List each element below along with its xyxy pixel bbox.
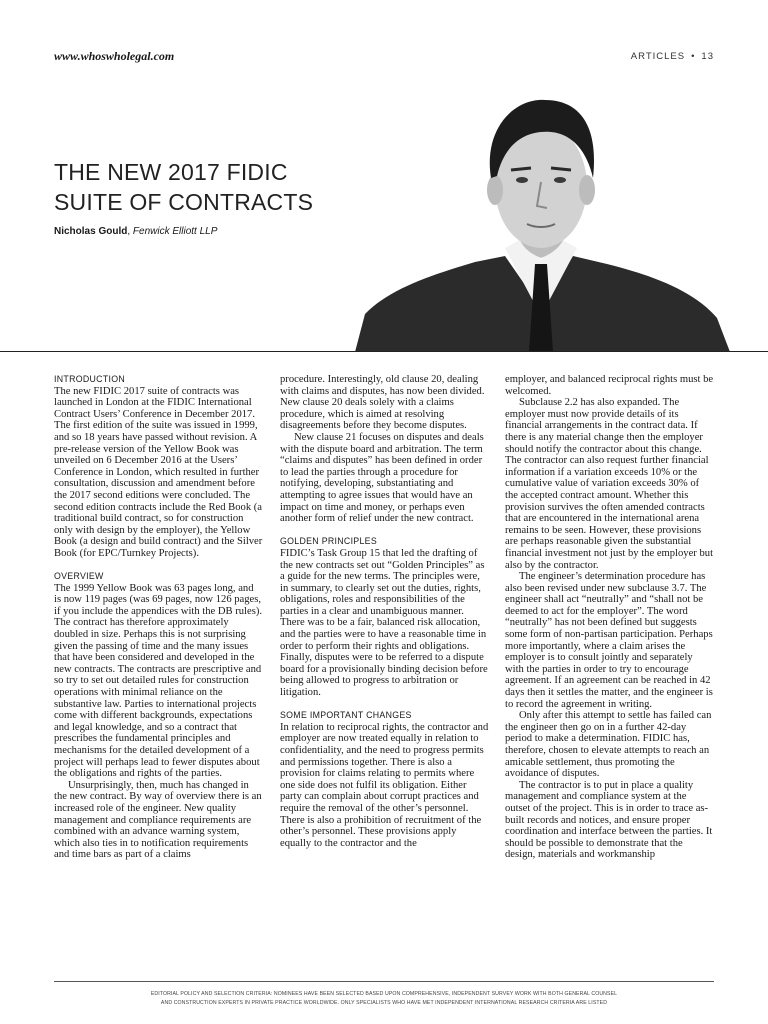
footer-line-1: EDITORIAL POLICY AND SELECTION CRITERIA: NOMINEES HAVE BEEN SELECTED BASED UPON COMPREHENSIVE, INDEPENDENT SURVEY WORK WITH BOTH GENERAL COUNSEL [150,991,618,997]
article-title [54,157,313,217]
paragraph-golden-principles: FIDIC’s Task Group 15 that led the drafting of the new contracts set out “Golden Principles” as a guide for the new terms. The principles were, in summary, to clearly set out the duties, rights, obligations, roles and responsibilities of the parties in a clear and unambiguous manner. There was to be a fair, balanced risk allocation, and the parties were to have a reasonable time in order to perform their rights and obligations. Finally, disputes were to be referred to a dispute board for a provisionally binding decision before being allowed to progress to arbitration or litigation. [280,547,488,699]
heading-overview: OVERVIEW [54,571,104,582]
column-2 [280,374,489,979]
running-head [631,51,714,62]
column-1 [54,374,263,979]
section-gap [54,560,263,572]
editorial-footer [54,990,714,1008]
author-portrait-image [355,78,730,352]
paragraph-settlement: Only after this attempt to settle has failed can the engineer then go on in a further 42-day period to make a determination. FIDIC has, therefore, chosen to elevate attempts to reach an amicable settlement, thus promoting the avoidance of disputes. [505,710,712,780]
title-line-2: SUITE OF CONTRACTS [54,189,314,215]
author-name: Nicholas Gould [54,226,128,237]
paragraph-subclause-2-2: Subclause 2.2 has also expanded. The employer must now provide details of its financial arrangements in the contract data. If there is any material change then the employer should notify the contractor about this change. The contractor can also request further financial information if a variation exceeds 10% or the cumulative value of variation exceeds 30% of the accepted contract amount. Whether this provision survives the often amended contracts that are encountered in the international arena remains to be seen. However, these provisions are perhaps reasonable given the substantial financial investment not just by the employer but also by the contractor. [505,397,714,571]
paragraph-important-changes: In relation to reciprocal rights, the contractor and employer are now treated equally in relation to confidentiality, and the need to progress permits and permissions together. There is also a provision for claims relating to permits where one side does not fulfil its obligation. Either party can complain about corrupt practices and require the removal of the other’s personnel. There is also a prohibition of recruitment of the other’s personnel. These provisions apply equally to the contractor and the [280,721,489,849]
header-divider [0,351,768,352]
footer-line-2: AND CONSTRUCTION EXPERTS IN PRIVATE PRACTICE WORLDWIDE. ONLY SPECIALISTS WHO HAVE MET INDEPENDENT INTERNATIONAL RESEARCH CRITERIA ARE LISTED [160,1000,608,1006]
separator-dot: • [691,51,696,62]
paragraph-introduction: The new FIDIC 2017 suite of contracts was launched in London at the FIDIC International Contract Users’ Conference in December 2017. The first edition of the suite was issued in 1999, and so 18 years have passed without revision. A pre-release version of the Yellow Book was unveiled on 6 December 2016 at the Users’ Conference in London, which resulted in further consultation, discussion and amendment before the 2017 second editions were concluded. The second edition contracts include the Red Book (a traditional build contract, so for construction only with design by the employer), the Yellow Book (a design and build contract) and the Silver Book (for EPC/Turnkey Projects). [54,385,263,559]
left-eye [516,177,528,183]
heading-golden-principles: GOLDEN PRINCIPLES [280,536,378,547]
right-eye [554,177,566,183]
paragraph-clause-21: New clause 21 focuses on disputes and deals with the dispute board and arbitration. The term “claims and disputes” has been defined in order to lead the parties through a procedure for notifying, developing, substantiating and attempting to agree issues that would have an impact on time and money, or perhaps even another form of relief under the new contract. [280,431,484,525]
paragraph-engineer-determination: The engineer’s determination procedure has also been revised under new subclause 3.7. The engineer shall act “neutrally” and “shall not be deemed to act for the employer”. The word “neutrally” has not been defined but suggests some form of non-partisan participation. Perhaps more importantly, where a claim arises the employer is to consult jointly and separately with the parties in order to try to encourage agreement. If an agreement can be reached in 42 days then it settles the matter, and the engineer is to record the agreement in writing. [505,571,713,710]
heading-introduction: INTRODUCTION [54,374,126,384]
paragraph-overview-2: Unsurprisingly, then, much has changed in the new contract. By way of overview there is an increased role of the engineer. New quality management and compliance requirements are combined with an advance warning system, which also ties in to notification requirements and time bars as part of a claims [54,779,262,861]
paragraph-claims-procedure: procedure. Interestingly, old clause 20, dealing with claims and disputes, has now been divided. New clause 20 deals solely with a claims procedure, which is aimed at resolving disagreements before they become disputes. [280,374,485,432]
byline [54,226,217,237]
heading-important-changes: SOME IMPORTANT CHANGES [280,710,412,721]
paragraph-reciprocal-rights: employer, and balanced reciprocal rights must be welcomed. [505,374,714,397]
footer-divider [54,981,714,982]
section-gap [280,699,489,711]
paragraph-quality-management: The contractor is to put in place a quality management and compliance system at the outset of the project. This is in order to trace as-built records and notices, and ensure proper coordination and interface between the parties. It should be possible to demonstrate that the design, materials and workmanship [505,779,713,861]
column-3 [505,374,714,979]
section-label: ARTICLES [630,51,686,62]
right-ear [579,175,595,205]
byline-comma: , [127,226,133,237]
left-ear [487,175,503,205]
site-url[interactable]: www.whoswholegal.com [54,49,175,63]
title-line-1: THE NEW 2017 FIDIC [54,159,288,185]
section-gap [280,525,489,537]
author-firm: Fenwick Elliott LLP [132,226,218,237]
paragraph-overview-1: The 1999 Yellow Book was 63 pages long, and is now 119 pages (was 69 pages, now 126 pages, if you include the appendices with the DB rules). The contract has therefore approximately doubled in size. Perhaps this is not surprising given the passing of time and the many issues that have been considered and developed in the new contracts. The contracts are prescriptive and so try to set out detailed rules for construction operations with minimal reliance on the substantive law. Parties to international projects come with different backgrounds, expectations and legal knowledge, and so a contract that prescribes the fundamental principles and mechanisms for the detailed development of a project will perhaps lead to fewer disputes about the obligations and rights of the parties. [54,582,262,780]
page-number: 13 [701,51,714,62]
